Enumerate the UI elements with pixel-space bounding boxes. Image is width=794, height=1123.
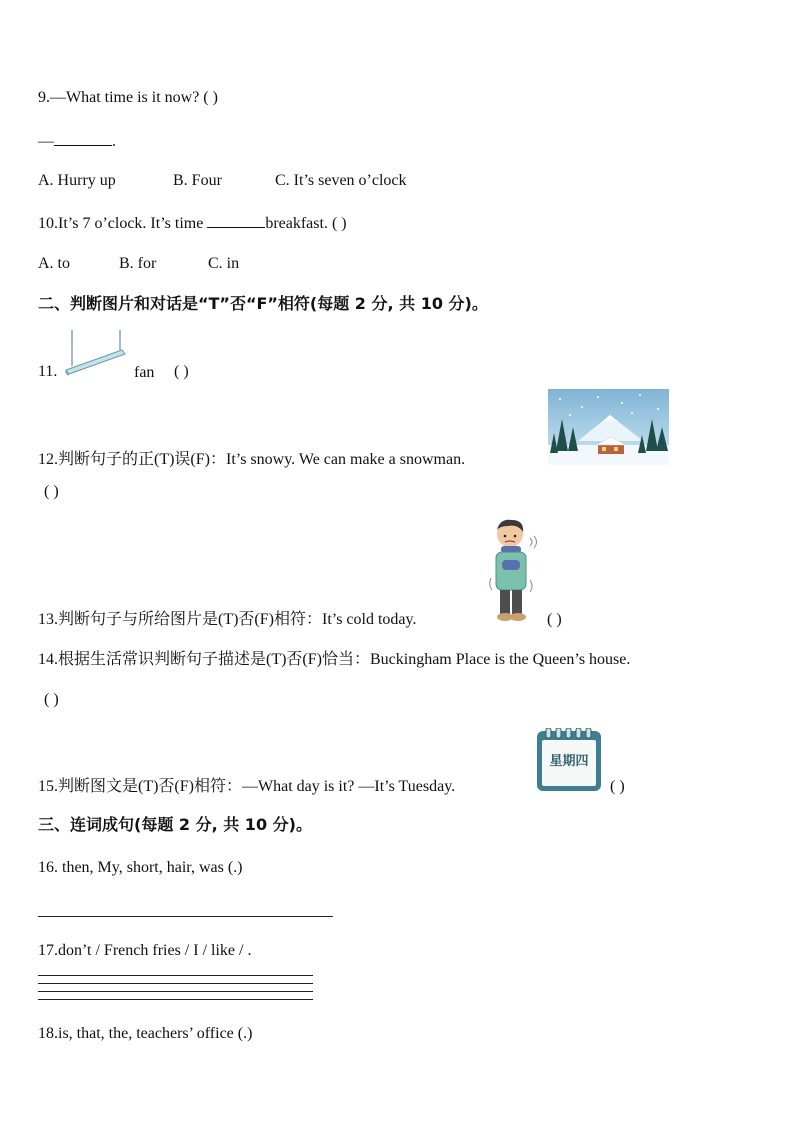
q9-options xyxy=(38,171,407,191)
q18-text: 18.is, that, the, teachers’ office (.) xyxy=(38,1025,253,1042)
q17-answer-line-3[interactable] xyxy=(38,991,313,992)
q17-text: 17.don’t / French fries / I / like / . xyxy=(38,942,252,959)
q9-option-b[interactable]: B. Four xyxy=(173,172,222,189)
q9-prompt: 9.—What time is it now? ( ) xyxy=(38,89,218,106)
q10-blank[interactable] xyxy=(207,213,265,228)
q11-number: 11. xyxy=(38,363,58,380)
q11-word: fan xyxy=(134,364,155,381)
q9-answer-line xyxy=(38,131,116,152)
q15-paren[interactable]: ( ) xyxy=(610,778,625,795)
section2-heading: 二、判断图片和对话是“T”否“F”相符(每题 2 分, 共 10 分)。 xyxy=(38,294,488,313)
calendar-icon xyxy=(536,728,602,792)
section3-heading: 三、连词成句(每题 2 分, 共 10 分)。 xyxy=(38,815,312,834)
snow-scene-image xyxy=(548,389,669,465)
q10-options xyxy=(38,254,239,274)
q11-paren[interactable]: ( ) xyxy=(174,363,189,380)
q16-text: 16. then, My, short, hair, was (.) xyxy=(38,859,243,876)
q12-paren[interactable]: ( ) xyxy=(44,483,59,500)
q10-prompt-start: 10.It’s 7 o’clock. It’s time xyxy=(38,215,204,232)
q17-answer-line-2[interactable] xyxy=(38,983,313,984)
q12-text: 12.判断句子的正(T)误(F)：It’s snowy. We can make a snowman. xyxy=(38,451,466,468)
q9-blank[interactable] xyxy=(54,131,112,146)
q10-option-c[interactable]: C. in xyxy=(208,255,240,272)
q17-answer-line-1[interactable] xyxy=(38,975,313,976)
q9-period: . xyxy=(112,133,116,150)
q16-answer-line[interactable] xyxy=(38,916,333,917)
q10-option-a[interactable]: A. to xyxy=(38,255,70,272)
q9-option-a[interactable]: A. Hurry up xyxy=(38,172,116,189)
q9-option-c[interactable]: C. It’s seven o’clock xyxy=(275,172,407,189)
q13-paren[interactable]: ( ) xyxy=(547,611,562,628)
q10-option-b[interactable]: B. for xyxy=(119,255,157,272)
calendar-label: 星期四 xyxy=(549,754,589,769)
q14-paren[interactable]: ( ) xyxy=(44,691,59,708)
fluorescent-lamp-image xyxy=(62,328,128,378)
q14-text: 14.根据生活常识判断句子描述是(T)否(F)恰当：Buckingham Place is the Queen’s house. xyxy=(38,651,631,668)
q9-dash: — xyxy=(38,133,54,150)
q15-text: 15.判断图文是(T)否(F)相符：—What day is it? —It’s Tuesday. xyxy=(38,778,456,795)
q17-answer-line-4[interactable] xyxy=(38,999,313,1000)
cold-boy-image xyxy=(488,518,540,626)
q10-prompt xyxy=(38,213,347,234)
q13-text: 13.判断句子与所给图片是(T)否(F)相符：It’s cold today. xyxy=(38,611,417,628)
q10-prompt-end: breakfast. ( ) xyxy=(265,215,347,232)
